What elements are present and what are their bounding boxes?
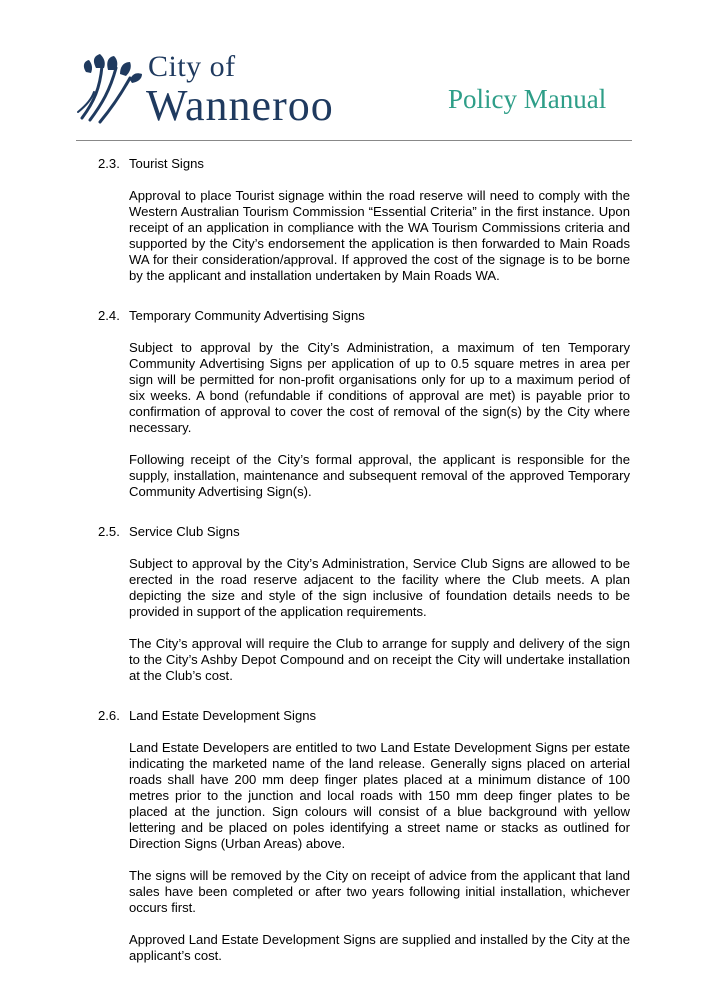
section-title: Land Estate Development Signs	[129, 708, 317, 723]
section-heading	[98, 708, 630, 724]
section-paragraph: Subject to approval by the City’s Administration, a maximum of ten Temporary Community Advertising Signs per application of up to 0.5 square metres in area per sign will be permitted for non-profit organisations only for up to a maximum period of six weeks. A bond (refundable if conditions of approval are met) is payable prior to confirmation of approval to cover the cost of removal of the sign(s) by the City where necessary.	[129, 340, 630, 435]
document-body	[98, 156, 630, 988]
section-heading	[98, 156, 630, 172]
policy-section	[98, 708, 630, 964]
page-header	[0, 0, 706, 142]
section-heading	[98, 524, 630, 540]
section-paragraph: The signs will be removed by the City on receipt of advice from the applicant that land sales have been completed or after two years following initial installation, whichever occurs first.	[129, 868, 630, 915]
logo-text-city-of: City of	[148, 50, 236, 83]
logo-text-wanneroo: Wanneroo	[146, 81, 334, 130]
section-paragraph: Subject to approval by the City’s Administration, Service Club Signs are allowed to be erected in the road reserve adjacent to the facility where the Club meets. A plan depicting the size and style of the sign inclusive of foundation details needs to be provided in support of the application requirements.	[129, 556, 630, 619]
section-number: 2.4.	[98, 308, 120, 323]
section-paragraph: Approved Land Estate Development Signs are supplied and installed by the City at the applicant’s cost.	[129, 932, 630, 963]
policy-section	[98, 156, 630, 284]
policy-section	[98, 308, 630, 500]
section-paragraph: The City’s approval will require the Club to arrange for supply and delivery of the sign to the City’s Ashby Depot Compound and on receipt the City will undertake installation at the Club’s cost.	[129, 636, 630, 683]
section-number: 2.3.	[98, 156, 120, 171]
section-title: Temporary Community Advertising Signs	[129, 308, 365, 323]
section-number: 2.6.	[98, 708, 120, 723]
section-paragraph: Following receipt of the City’s formal approval, the applicant is responsible for the supply, installation, maintenance and subsequent removal of the approved Temporary Community Advertising Sign(s).	[129, 452, 630, 499]
policy-manual-title: Policy Manual	[448, 84, 607, 114]
header-divider	[76, 140, 632, 141]
kangaroo-paw-logo-icon	[74, 52, 146, 124]
section-title: Tourist Signs	[129, 156, 204, 171]
section-heading	[98, 308, 630, 324]
section-paragraph: Approval to place Tourist signage within the road reserve will need to comply with the Western Australian Tourism Commission “Essential Criteria” in the first instance. Upon receipt of an application in compliance with the WA Tourism Commissions criteria and supported by the City’s endorsement the application is then forwarded to Main Roads WA for their consideration/approval. If approved the cost of the signage is to be borne by the applicant and installation undertaken by Main Roads WA.	[129, 188, 630, 283]
section-number: 2.5.	[98, 524, 120, 539]
policy-section	[98, 524, 630, 684]
section-title: Service Club Signs	[129, 524, 240, 539]
section-paragraph: Land Estate Developers are entitled to two Land Estate Development Signs per estate indicating the marketed name of the land release. Generally signs placed on arterial roads shall have 200 mm deep finger plates placed at a minimum distance of 100 metres prior to the junction and local roads with 150 mm deep finger plates to be placed at the junction. Sign colours will consist of a blue background with yellow lettering and be placed on poles identifying a street name or stacks as outlined for Direction Signs (Urban Areas) above.	[129, 740, 630, 851]
